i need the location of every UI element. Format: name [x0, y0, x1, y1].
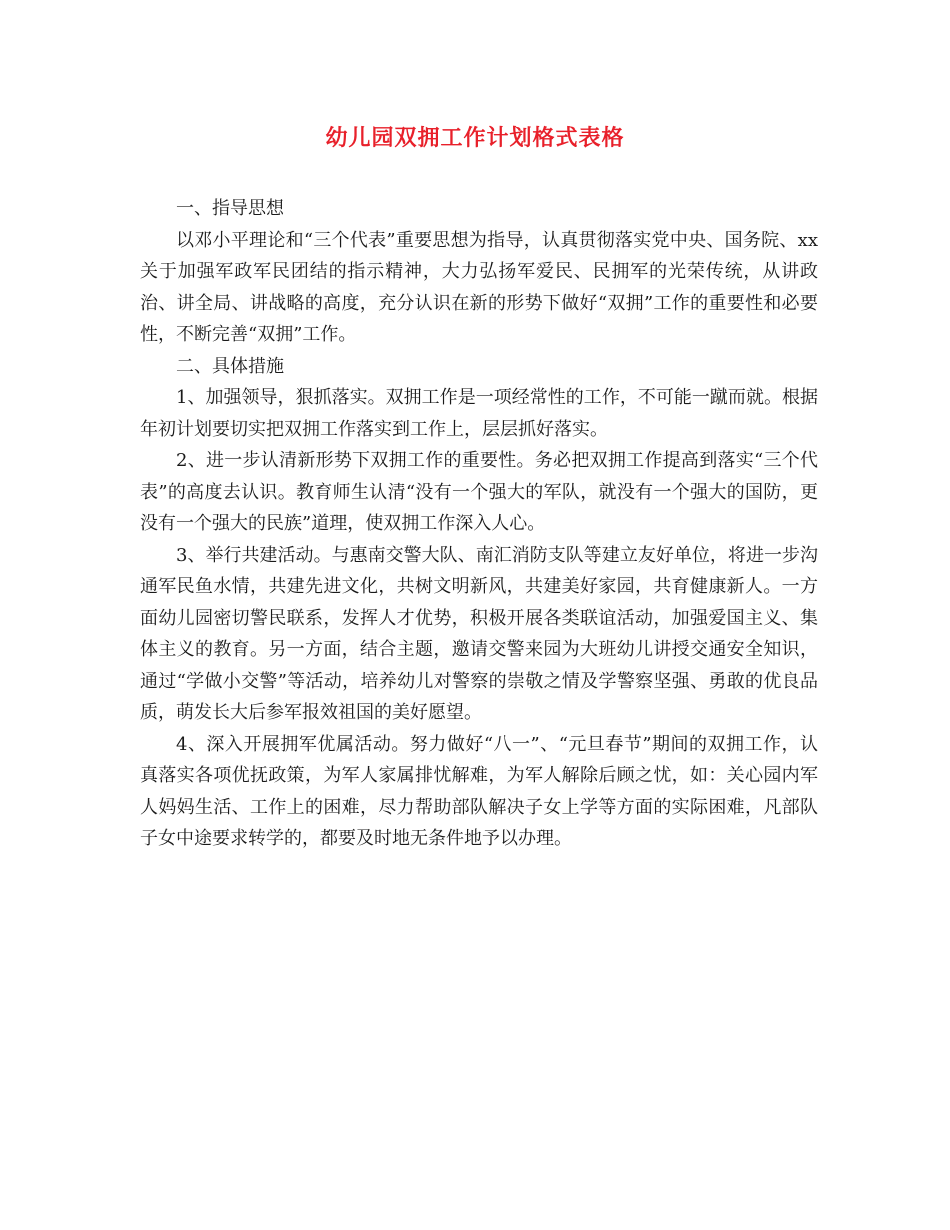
- section-heading-guiding-ideology: 一、指导思想: [176, 198, 284, 219]
- paragraph-measure-1: 1、加强领导，狠抓落实。双拥工作是一项经常性的工作，不可能一蹴而就。根据年初计划要切实把双拥工作落实到工作上，层层抓好落实。: [140, 387, 818, 440]
- paragraph-measure-4: 4、深入开展拥军优属活动。努力做好“八一”、“元旦春节”期间的双拥工作，认真落实各项优抚政策，为军人家属排忧解难，为军人解除后顾之忧，如：关心园内军人妈妈生活、工作上的困难，尽力帮助部队解决子女上学等方面的实际困难，凡部队子女中途要求转学的，都要及时地无条件地予以办理。: [140, 733, 818, 849]
- paragraph-guiding-ideology: 以邓小平理论和“三个代表”重要思想为指导，认真贯彻落实党中央、国务院、xx关于加强军政军民团结的指示精神，大力弘扬军爱民、民拥军的光荣传统，从讲政治、讲全局、讲战略的高度，充分认识在新的形势下做好“双拥”工作的重要性和必要性，不断完善“双拥”工作。: [140, 229, 818, 345]
- document-body: [140, 193, 818, 855]
- section-heading-specific-measures: 二、具体措施: [176, 355, 284, 377]
- paragraph-measure-2: 2、进一步认清新形势下双拥工作的重要性。务必把双拥工作提高到落实“三个代表”的高度去认识。教育师生认清“没有一个强大的军队，就没有一个强大的国防，更没有一个强大的民族”道理，使双拥工作深入人心。: [140, 450, 818, 534]
- document-title: 幼儿园双拥工作计划格式表格: [325, 125, 625, 151]
- paragraph-measure-3: 3、举行共建活动。与惠南交警大队、南汇消防支队等建立友好单位，将进一步沟通军民鱼水情，共建先进文化，共树文明新风，共建美好家园，共育健康新人。一方面幼儿园密切警民联系，发挥人才优势，积极开展各类联谊活动，加强爱国主义、集体主义的教育。另一方面，结合主题，邀请交警来园为大班幼儿讲授交通安全知识，通过“学做小交警”等活动，培养幼儿对警察的崇敬之情及学警察坚强、勇敢的优良品质，萌发长大后参军报效祖国的美好愿望。: [140, 544, 818, 723]
